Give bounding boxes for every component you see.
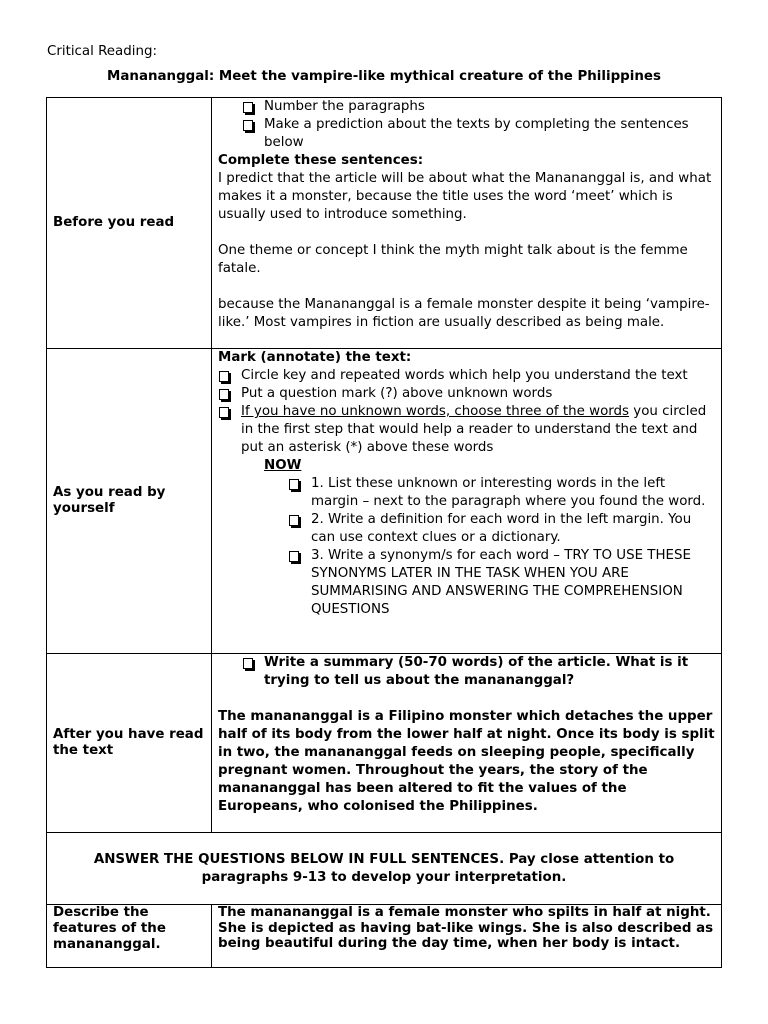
complete-sentences-heading: Complete these sentences: — [218, 153, 424, 168]
summary-task-list — [218, 654, 715, 690]
during-reading-label: As you read by yourself — [47, 349, 212, 654]
before-reading-row — [47, 98, 722, 349]
page-title: Manananggal: Meet the vampire-like mythical creature of the Philippines — [107, 69, 661, 84]
checkbox-icon — [219, 371, 229, 382]
instructions-row — [47, 833, 722, 905]
intro-label: Critical Reading: — [47, 44, 157, 59]
checkbox-icon — [289, 515, 299, 526]
now-steps-list — [218, 475, 715, 619]
after-reading-label: After you have read the text — [47, 654, 212, 833]
checklist-item: Make a prediction about the texts by completing the sentences below — [218, 116, 715, 152]
checkbox-icon — [219, 389, 229, 400]
before-reading-content — [212, 98, 722, 349]
theme-answer: One theme or concept I think the myth might talk about is the femme fatale. — [218, 243, 688, 276]
checkbox-icon — [243, 120, 253, 131]
checkbox-icon — [289, 551, 299, 562]
after-reading-row — [47, 654, 722, 833]
checklist-item: 2. Write a definition for each word in the left margin. You can use context clues or a dictionary. — [218, 511, 715, 547]
checklist-item: Put a question mark (?) above unknown words — [218, 385, 715, 403]
checklist-item: Write a summary (50-70 words) of the article. What is it trying to tell us about the manananggal? — [218, 654, 715, 690]
question-row — [47, 905, 722, 968]
checklist-item: 3. Write a synonym/s for each word – TRY TO USE THESE SYNONYMS LATER IN THE TASK WHEN YOU ARE SUMMARISING AND ANSWERING THE COMPREHENSION QUESTIONS — [218, 547, 715, 619]
checkbox-icon — [219, 407, 229, 418]
now-label: NOW — [264, 458, 302, 473]
annotate-checklist — [218, 367, 715, 457]
before-reading-label: Before you read — [47, 98, 212, 349]
summary-answer: The manananggal is a Filipino monster which detaches the upper half of its body from the lower half at night. Once its body is split in two, the manananggal feeds on sleeping people, specifically pregnant women. Throughout the years, the story of the manananggal has been altered to fit the values of the Europeans, who colonised the Philippines. — [218, 709, 715, 814]
checklist-item: Circle key and repeated words which help you understand the text — [218, 367, 715, 385]
checklist-item: Number the paragraphs — [218, 98, 715, 116]
before-checklist — [218, 98, 715, 152]
question-label: Describe the features of the manananggal. — [47, 905, 212, 968]
during-reading-content — [212, 349, 722, 654]
after-reading-content — [212, 654, 722, 833]
checklist-item: If you have no unknown words, choose three of the words you circled in the first step that would help a reader to understand the text and put an asterisk (*) above these words — [218, 403, 715, 457]
question-answer: The manananggal is a female monster who spilts in half at night. She is depicted as having bat-like wings. She is also described as being beautiful during the day time, when her body is intact. — [212, 905, 722, 968]
instructions-text: ANSWER THE QUESTIONS BELOW IN FULL SENTENCES. Pay close attention to paragraphs 9-13 to develop your interpretation. — [47, 833, 722, 905]
mark-text-heading: Mark (annotate) the text: — [218, 350, 412, 365]
checklist-item: 1. List these unknown or interesting words in the left margin – next to the paragraph where you found the word. — [218, 475, 715, 511]
reason-answer: because the Manananggal is a female monster despite it being ‘vampire-like.’ Most vampires in fiction are usually described as being male. — [218, 297, 710, 330]
checkbox-icon — [289, 479, 299, 490]
worksheet-table — [46, 97, 722, 968]
prediction-answer: I predict that the article will be about what the Manananggal is, and what makes it a monster, because the title uses the word ‘meet’ which is usually used to introduce something. — [218, 171, 712, 222]
during-reading-row — [47, 349, 722, 654]
checkbox-icon — [243, 658, 253, 669]
checkbox-icon — [243, 102, 253, 113]
